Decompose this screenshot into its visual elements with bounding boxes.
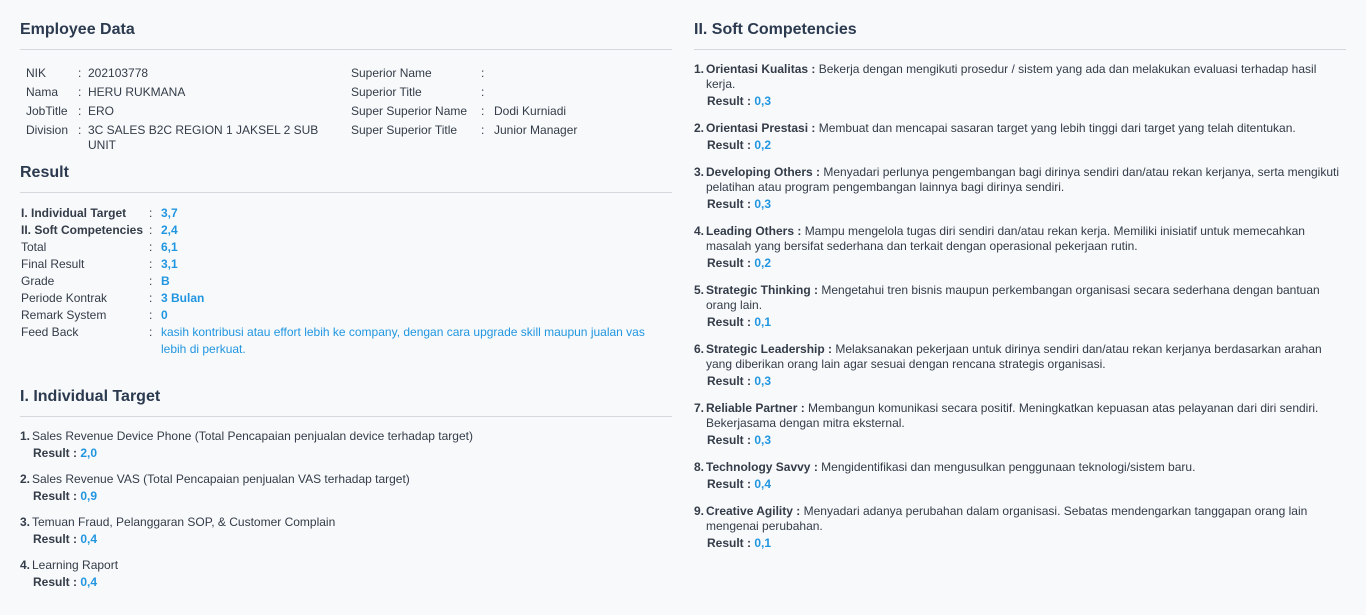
item-number: 4. — [694, 224, 705, 238]
field-colon: : — [481, 66, 485, 80]
list-item — [20, 429, 672, 462]
item-number: 9. — [694, 504, 705, 518]
list-item — [20, 515, 672, 548]
item-result — [20, 530, 672, 548]
item-result — [20, 487, 672, 505]
item-number: 5. — [694, 283, 705, 297]
competency-name: Strategic Thinking : — [706, 283, 819, 297]
result-row — [20, 205, 672, 222]
item-number: 3. — [694, 165, 705, 179]
competency-description: Bekerja dengan mengikuti prosedur / sistem yang ada dan melakukan evaluasi terhadap hasil kerja. — [706, 62, 1317, 91]
result-label: Result : — [33, 446, 78, 460]
result-label: Result : — [707, 374, 752, 388]
result-label: Result : — [33, 532, 78, 546]
result-label: Result : — [707, 433, 752, 447]
list-item — [694, 342, 1346, 390]
result-table — [20, 205, 672, 358]
result-value: B — [161, 274, 170, 288]
list-item — [694, 165, 1346, 213]
result-label: Result : — [707, 94, 752, 108]
competency-name: Technology Savvy : — [706, 460, 818, 474]
list-item — [694, 460, 1346, 493]
individual-target-list — [20, 429, 672, 591]
result-label: Result : — [33, 575, 78, 589]
field-label: Superior Name — [351, 66, 432, 80]
result-label: Result : — [707, 256, 752, 270]
field-label: JobTitle — [26, 104, 68, 118]
result-label: Final Result — [21, 257, 85, 271]
result-colon: : — [149, 223, 153, 237]
field-value: Junior Manager — [494, 123, 578, 137]
result-row — [20, 222, 672, 239]
competency-description: Melaksanakan pekerjaan untuk dirinya sendiri dan/atau rekan kerjanya berdasarkan arahan yang diberikan orang lain agar sesuai dengan rencana strategis organisasi. — [706, 342, 1322, 371]
employee-row — [20, 66, 672, 85]
item-number: 2. — [20, 472, 31, 486]
field-label: Division — [26, 123, 69, 137]
competency-description: Mengidentifikasi dan mengusulkan penggunaan teknologi/sistem baru. — [821, 460, 1196, 474]
field-label: Nama — [26, 85, 59, 99]
individual-target-title: I. Individual Target — [20, 388, 672, 417]
result-value: 2,4 — [161, 223, 178, 237]
soft-competencies-list — [694, 62, 1346, 552]
result-value: 0,2 — [754, 256, 772, 270]
item-number: 6. — [694, 342, 705, 356]
list-item — [694, 224, 1346, 272]
result-label: I. Individual Target — [21, 206, 127, 220]
result-value: 0,4 — [80, 532, 98, 546]
result-label: Result : — [707, 138, 752, 152]
list-item — [694, 283, 1346, 331]
result-row — [20, 256, 672, 273]
field-colon: : — [481, 85, 485, 99]
item-text: Sales Revenue VAS (Total Pencapaian penjualan VAS terhadap target) — [32, 472, 410, 486]
field-value: 3C SALES B2C REGION 1 JAKSEL 2 SUB UNIT — [88, 123, 319, 152]
result-colon: : — [149, 257, 153, 271]
result-value: 0,9 — [80, 489, 98, 503]
result-value: 0,3 — [754, 433, 772, 447]
item-result — [20, 573, 672, 591]
item-result — [694, 534, 1346, 552]
result-colon: : — [149, 291, 153, 305]
result-row — [20, 290, 672, 307]
result-label: Result : — [707, 536, 752, 550]
employee-row — [20, 123, 672, 157]
item-result — [20, 444, 672, 462]
item-result — [694, 136, 1346, 154]
employee-data-title: Employee Data — [20, 0, 672, 50]
result-label: Periode Kontrak — [21, 291, 108, 305]
right-column — [694, 0, 1346, 563]
field-value: HERU RUKMANA — [88, 85, 186, 99]
list-item — [20, 558, 672, 591]
left-column — [20, 0, 672, 601]
competency-description: Mampu mengelola tugas diri sendiri dan/atau rekan kerja. Memiliki inisiatif untuk memecahkan masalah yang bersifat sederhana dan terkait dengan operasional pekerjaan rutin. — [706, 224, 1305, 253]
employee-row — [20, 85, 672, 104]
result-title: Result — [20, 164, 672, 193]
competency-description: Membuat dan mencapai sasaran target yang lebih tinggi dari target yang telah ditentukan. — [818, 121, 1296, 135]
item-number: 3. — [20, 515, 31, 529]
result-value: 0,4 — [754, 477, 772, 491]
result-row — [20, 239, 672, 256]
field-value: Dodi Kurniadi — [494, 104, 567, 118]
result-colon: : — [149, 274, 153, 288]
field-colon: : — [481, 123, 485, 137]
list-item — [694, 62, 1346, 110]
list-item — [694, 121, 1346, 154]
item-number: 2. — [694, 121, 705, 135]
competency-name: Strategic Leadership : — [706, 342, 833, 356]
result-colon: : — [149, 240, 153, 254]
result-label: Result : — [33, 489, 78, 503]
result-label: Result : — [707, 477, 752, 491]
result-value: 0,4 — [80, 575, 98, 589]
competency-description: Mengetahui tren bisnis maupun perkembangan organisasi secara sederhana dengan bantuan orang lain. — [706, 283, 1320, 312]
result-label: Result : — [707, 315, 752, 329]
item-number: 8. — [694, 460, 705, 474]
result-label: Feed Back — [21, 325, 79, 339]
result-row — [20, 324, 672, 358]
competency-name: Orientasi Kualitas : — [706, 62, 816, 76]
result-value: 6,1 — [161, 240, 178, 254]
result-value: 0 — [161, 308, 168, 322]
field-label: NIK — [26, 66, 47, 80]
item-result — [694, 313, 1346, 331]
result-label: Total — [21, 240, 47, 254]
item-number: 1. — [20, 429, 31, 443]
field-label: Super Superior Title — [351, 123, 458, 137]
competency-name: Creative Agility : — [706, 504, 801, 518]
item-result — [694, 431, 1346, 449]
result-label: Result : — [707, 197, 752, 211]
competency-description: Menyadari adanya perubahan dalam organisasi. Sebatas mendengarkan tanggapan orang lain mengenai perubahan. — [706, 504, 1308, 533]
result-label: II. Soft Competencies — [21, 223, 144, 237]
result-row — [20, 307, 672, 324]
field-label: Superior Title — [351, 85, 422, 99]
result-colon: : — [149, 325, 153, 339]
result-label: Remark System — [21, 308, 107, 322]
result-label: Grade — [21, 274, 55, 288]
result-colon: : — [149, 308, 153, 322]
item-result — [694, 372, 1346, 390]
field-colon: : — [78, 85, 82, 99]
item-number: 1. — [694, 62, 705, 76]
result-row — [20, 273, 672, 290]
competency-description: Membangun komunikasi secara positif. Meningkatkan kepuasan atas pelayanan dari diri sendiri. Bekerjasama dengan mitra eksternal. — [706, 401, 1319, 430]
result-value: 0,1 — [754, 315, 772, 329]
result-value: 0,1 — [754, 536, 772, 550]
competency-description: Menyadari perlunya pengembangan bagi dirinya sendiri dan/atau rekan kerjanya, serta mengikuti pelatihan atau program pengembangan lainnya bagi dirinya sendiri. — [706, 165, 1340, 194]
field-colon: : — [481, 104, 485, 118]
item-result — [694, 254, 1346, 272]
result-value: 2,0 — [80, 446, 98, 460]
field-colon: : — [78, 104, 82, 118]
competency-name: Developing Others : — [706, 165, 821, 179]
item-result — [694, 195, 1346, 213]
feedback-text: kasih kontribusi atau effort lebih ke company, dengan cara upgrade skill maupun jualan vas lebih di perkuat. — [161, 325, 645, 356]
result-value: 3,1 — [161, 257, 178, 271]
soft-competencies-title: II. Soft Competencies — [694, 0, 1346, 50]
item-number: 4. — [20, 558, 31, 572]
list-item — [694, 504, 1346, 552]
field-colon: : — [78, 66, 82, 80]
result-value: 0,3 — [754, 197, 772, 211]
competency-name: Orientasi Prestasi : — [706, 121, 816, 135]
field-colon: : — [78, 123, 82, 137]
field-value: 202103778 — [88, 66, 149, 80]
result-value: 0,3 — [754, 374, 772, 388]
employee-row — [20, 104, 672, 123]
field-value: ERO — [88, 104, 115, 118]
list-item — [20, 472, 672, 505]
item-text: Temuan Fraud, Pelanggaran SOP, & Customer Complain — [32, 515, 336, 529]
result-value: 0,2 — [754, 138, 772, 152]
competency-name: Leading Others : — [706, 224, 802, 238]
result-value: 3 Bulan — [161, 291, 205, 305]
item-number: 7. — [694, 401, 705, 415]
field-label: Super Superior Name — [351, 104, 468, 118]
item-text: Learning Raport — [32, 558, 119, 572]
result-value: 0,3 — [754, 94, 772, 108]
item-result — [694, 475, 1346, 493]
list-item — [694, 401, 1346, 449]
competency-name: Reliable Partner : — [706, 401, 805, 415]
item-result — [694, 92, 1346, 110]
result-colon: : — [149, 206, 153, 220]
employee-data-table — [20, 66, 672, 156]
item-text: Sales Revenue Device Phone (Total Pencapaian penjualan device terhadap target) — [32, 429, 473, 443]
result-value: 3,7 — [161, 206, 178, 220]
